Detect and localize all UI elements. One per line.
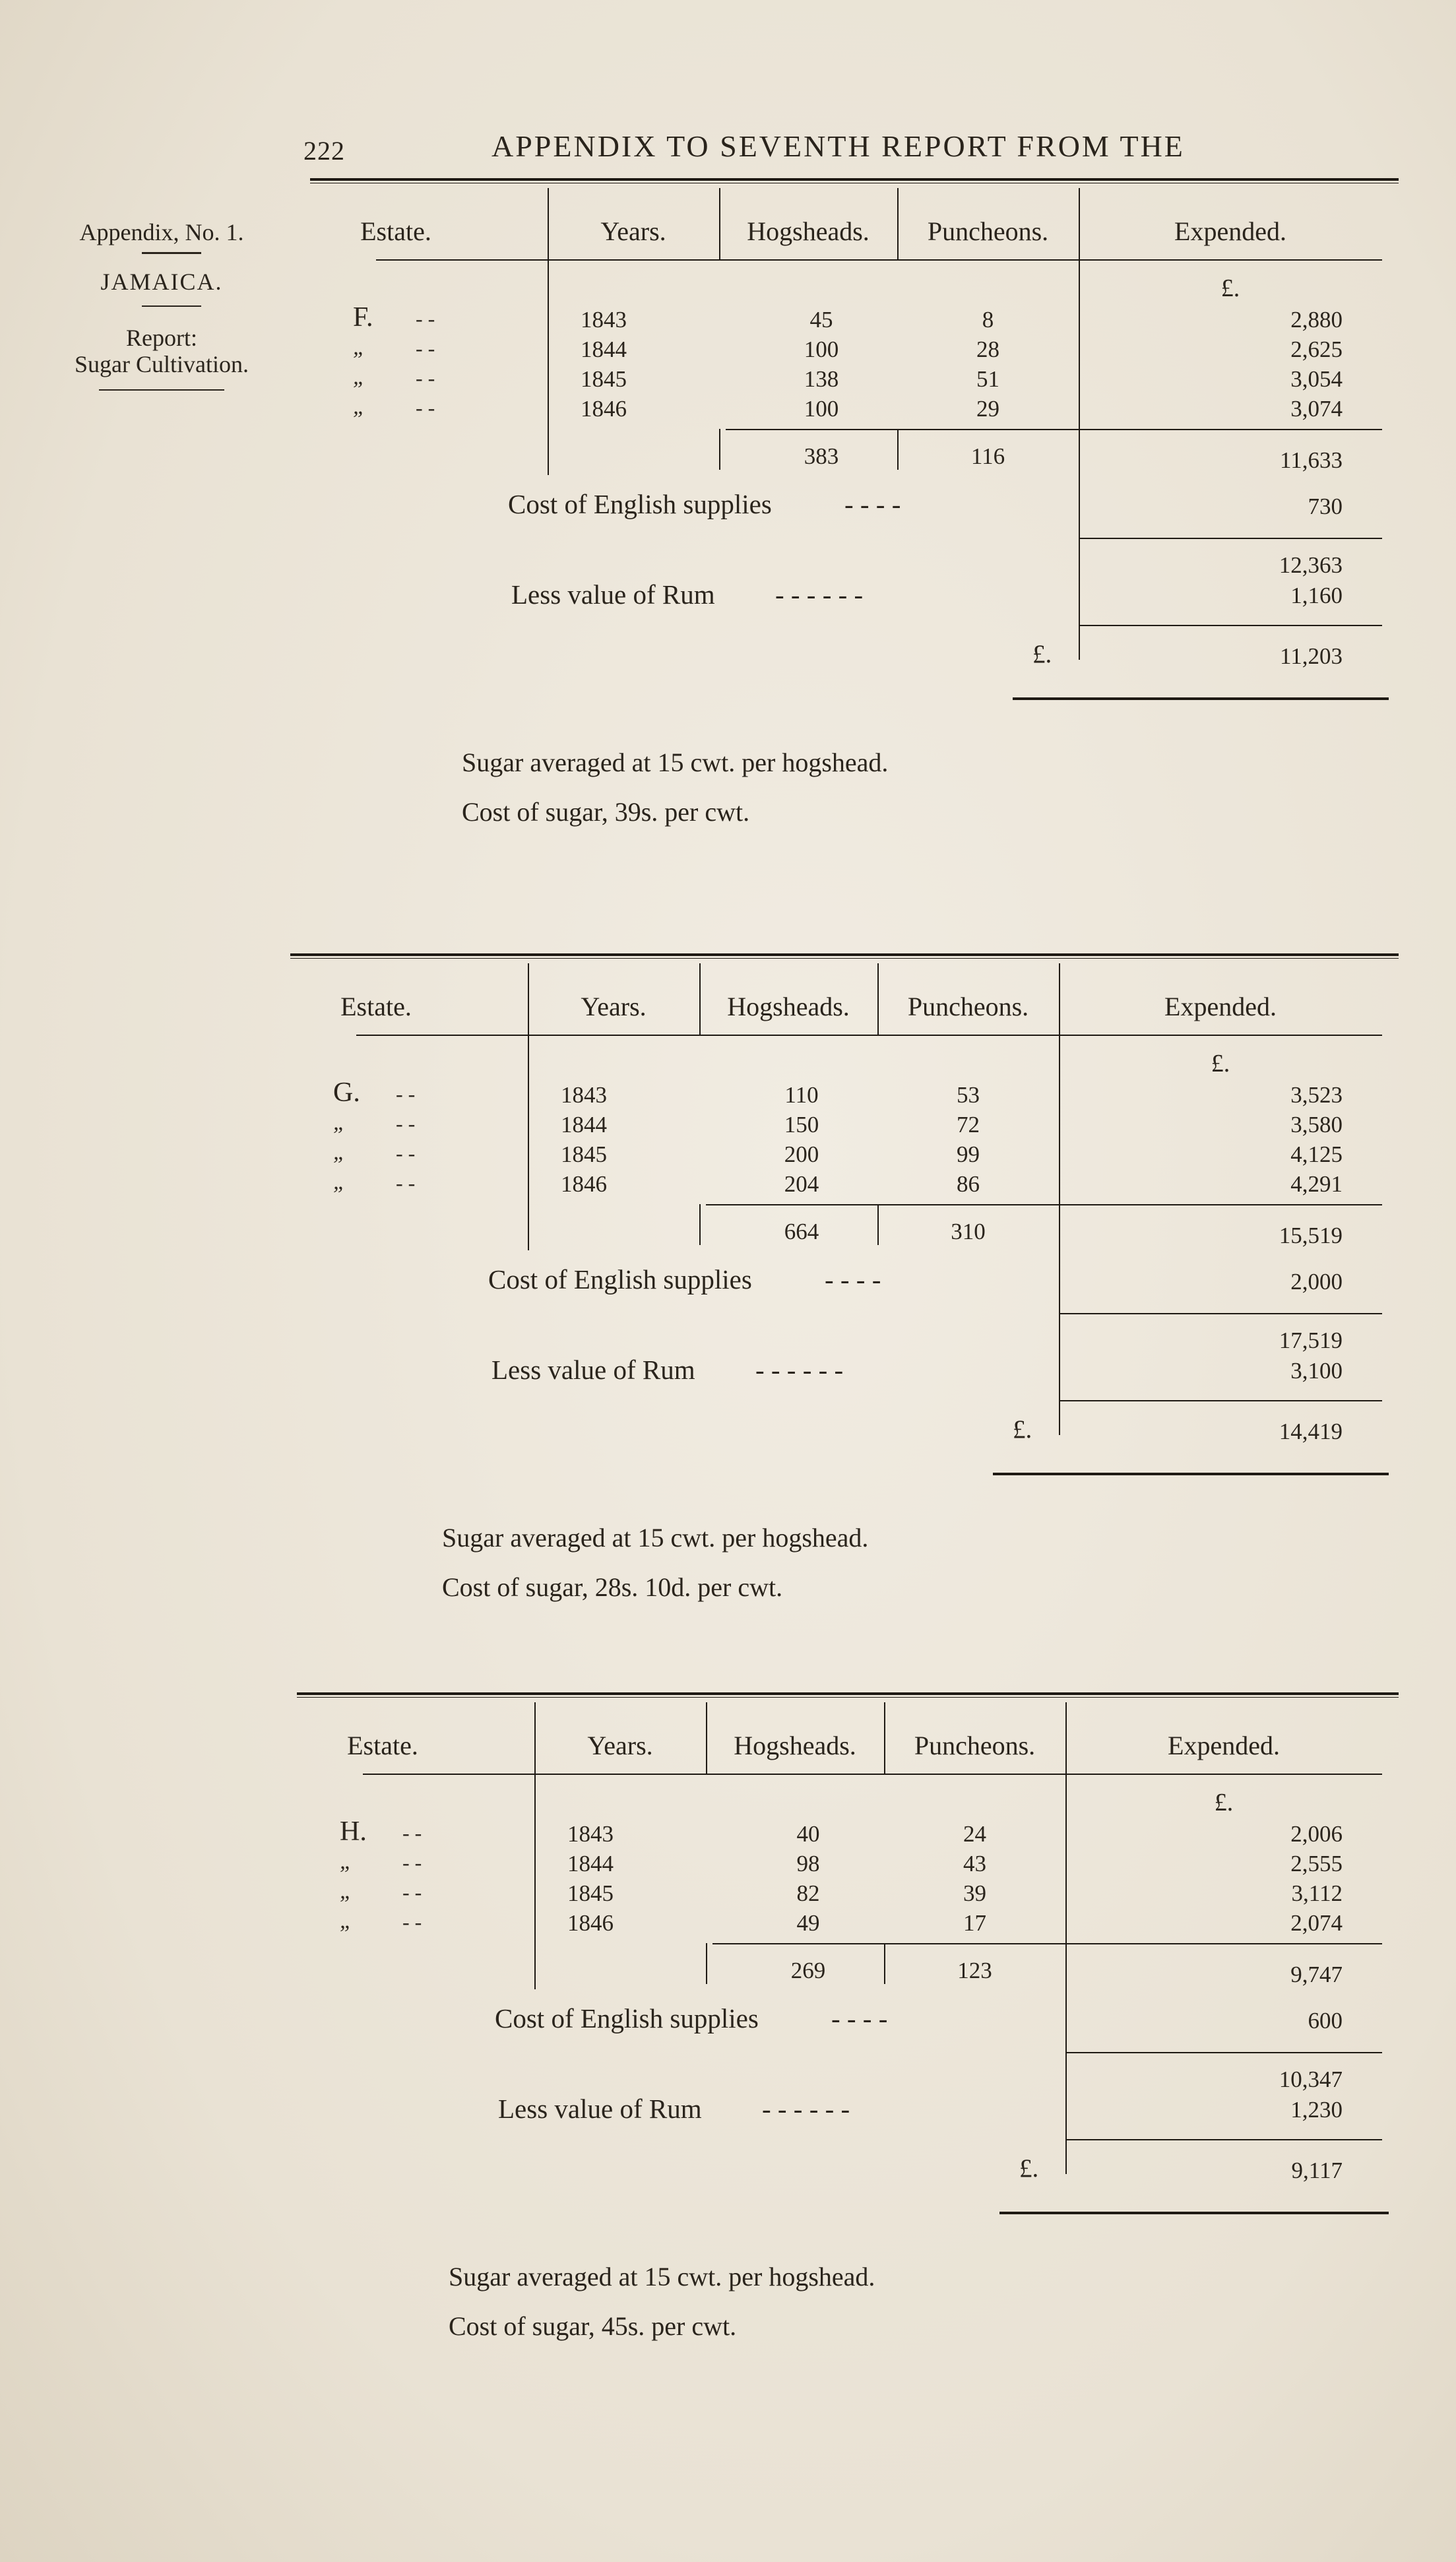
puncheons-cell: 17 bbox=[963, 1910, 986, 1936]
net-double-rule bbox=[1013, 697, 1389, 700]
column-header-puncheons: Puncheons. bbox=[914, 1731, 1036, 1760]
puncheons-cell: 29 bbox=[976, 396, 999, 422]
table-top-rule-thin bbox=[290, 958, 1399, 959]
puncheons-cell: 99 bbox=[957, 1141, 980, 1167]
header-divider bbox=[534, 1702, 536, 1774]
sidenote-rule bbox=[99, 389, 224, 391]
row-dashes: - - bbox=[396, 1082, 416, 1106]
puncheons-cell: 24 bbox=[963, 1821, 986, 1847]
column-header-hogsheads: Hogsheads. bbox=[727, 992, 850, 1021]
puncheons-cell: 39 bbox=[963, 1880, 986, 1906]
total-puncheons: 310 bbox=[951, 1219, 986, 1244]
year-cell: 1844 bbox=[561, 1112, 607, 1137]
puncheons-cell: 51 bbox=[976, 366, 999, 392]
sidenote-subject: Sugar Cultivation. bbox=[75, 351, 249, 377]
header-divider bbox=[1065, 1702, 1067, 1774]
year-cell: 1845 bbox=[567, 1880, 614, 1906]
puncheons-cell: 72 bbox=[957, 1112, 980, 1137]
totals-divider bbox=[719, 429, 720, 470]
expended-cell: 2,625 bbox=[1290, 336, 1343, 362]
expended-cell: 2,006 bbox=[1290, 1821, 1343, 1847]
rum-value: 1,230 bbox=[1290, 2097, 1343, 2123]
estate-letter: G. bbox=[333, 1077, 360, 1108]
ditto-mark: „ bbox=[353, 335, 365, 360]
expended-cell: 3,112 bbox=[1291, 1880, 1343, 1906]
column-header-years: Years. bbox=[600, 216, 666, 246]
total-hogsheads: 269 bbox=[790, 1958, 826, 1983]
note-cost: Cost of sugar, 28s. 10d. per cwt. bbox=[442, 1572, 783, 1602]
table-top-rule-thin bbox=[297, 1697, 1399, 1698]
totals-rule bbox=[712, 1943, 1065, 1944]
currency-mark: £. bbox=[1220, 274, 1240, 302]
expended-cell: 3,074 bbox=[1290, 396, 1343, 422]
ditto-mark: „ bbox=[340, 1909, 352, 1933]
ditto-mark: „ bbox=[333, 1110, 346, 1135]
column-header-puncheons: Puncheons. bbox=[907, 992, 1029, 1021]
subtotal-rule bbox=[1079, 538, 1382, 539]
ditto-mark: „ bbox=[333, 1170, 346, 1194]
ditto-mark: „ bbox=[333, 1140, 346, 1165]
net-double-rule bbox=[993, 1473, 1389, 1475]
column-header-years: Years. bbox=[581, 992, 647, 1021]
header-divider bbox=[699, 963, 701, 1035]
expended-cell: 4,291 bbox=[1290, 1171, 1343, 1197]
rum-label: Less value of Rum bbox=[498, 2094, 702, 2124]
hogsheads-cell: 49 bbox=[796, 1910, 820, 1936]
column-header-hogsheads: Hogsheads. bbox=[734, 1731, 856, 1760]
note-cost: Cost of sugar, 45s. per cwt. bbox=[449, 2311, 737, 2341]
row-dashes: - - bbox=[396, 1171, 416, 1195]
body-divider bbox=[528, 1035, 529, 1250]
ditto-mark: „ bbox=[340, 1849, 352, 1874]
leader-dashes: - - - - bbox=[831, 2003, 888, 2034]
english-supplies-value: 730 bbox=[1308, 494, 1343, 519]
net-rule bbox=[1059, 1400, 1382, 1401]
subtotal-value: 12,363 bbox=[1279, 552, 1343, 578]
subtotal-rule bbox=[1059, 1313, 1382, 1314]
rum-label: Less value of Rum bbox=[511, 579, 715, 610]
english-supplies-label: Cost of English supplies bbox=[488, 1264, 752, 1295]
totals-rule bbox=[1059, 1204, 1382, 1205]
hogsheads-cell: 204 bbox=[784, 1171, 819, 1197]
english-supplies-value: 2,000 bbox=[1290, 1269, 1343, 1295]
expended-cell: 2,880 bbox=[1290, 307, 1343, 333]
expended-cell: 3,580 bbox=[1290, 1112, 1343, 1137]
expended-cell: 4,125 bbox=[1290, 1141, 1343, 1167]
hogsheads-cell: 110 bbox=[784, 1082, 819, 1108]
total-expended: 15,519 bbox=[1279, 1223, 1343, 1248]
column-header-puncheons: Puncheons. bbox=[927, 216, 1049, 246]
table-top-rule bbox=[290, 953, 1399, 956]
column-header-years: Years. bbox=[587, 1731, 653, 1760]
header-rule bbox=[356, 1035, 1382, 1036]
header-divider bbox=[528, 963, 529, 1035]
hogsheads-cell: 100 bbox=[804, 396, 839, 422]
hogsheads-cell: 40 bbox=[796, 1821, 820, 1847]
puncheons-cell: 8 bbox=[982, 307, 994, 333]
net-rule bbox=[1065, 2139, 1382, 2140]
puncheons-cell: 43 bbox=[963, 1851, 986, 1876]
header-rule bbox=[363, 1774, 1382, 1775]
net-value: 14,419 bbox=[1279, 1419, 1343, 1444]
ditto-mark: „ bbox=[353, 365, 365, 389]
row-dashes: - - bbox=[396, 1112, 416, 1136]
note-cost: Cost of sugar, 39s. per cwt. bbox=[462, 797, 750, 827]
sidenote-rule bbox=[142, 252, 201, 254]
header-divider bbox=[884, 1702, 885, 1774]
leader-dashes: - - - - - - bbox=[755, 1355, 844, 1385]
english-supplies-label: Cost of English supplies bbox=[495, 2003, 759, 2034]
year-cell: 1845 bbox=[581, 366, 627, 392]
running-head: APPENDIX TO SEVENTH REPORT FROM THE bbox=[491, 129, 1185, 163]
puncheons-cell: 28 bbox=[976, 336, 999, 362]
subtotal-rule bbox=[1065, 2052, 1382, 2053]
row-dashes: - - bbox=[402, 1910, 422, 1934]
totals-rule bbox=[1079, 429, 1382, 430]
rum-value: 3,100 bbox=[1290, 1358, 1343, 1384]
leader-dashes: - - - - - - bbox=[775, 579, 864, 610]
column-header-expended: Expended. bbox=[1174, 216, 1286, 246]
expended-cell: 2,074 bbox=[1290, 1910, 1343, 1936]
hogsheads-cell: 82 bbox=[796, 1880, 820, 1906]
header-divider bbox=[1059, 963, 1060, 1035]
estate-letter: F. bbox=[353, 302, 373, 333]
total-expended: 9,747 bbox=[1290, 1962, 1343, 1987]
note-averaged: Sugar averaged at 15 cwt. per hogshead. bbox=[442, 1523, 869, 1553]
row-dashes: - - bbox=[402, 1880, 422, 1904]
column-header-expended: Expended. bbox=[1168, 1731, 1280, 1760]
sidenote-appendix: Appendix, No. 1. bbox=[79, 219, 244, 245]
totals-divider bbox=[699, 1204, 701, 1245]
table-top-rule bbox=[297, 1692, 1399, 1695]
total-puncheons: 116 bbox=[970, 443, 1005, 469]
ditto-mark: „ bbox=[353, 395, 365, 419]
net-currency: £. bbox=[1013, 1415, 1032, 1444]
subtotal-value: 10,347 bbox=[1279, 2066, 1343, 2092]
totals-divider bbox=[897, 429, 899, 470]
sidenote-rule bbox=[142, 305, 201, 307]
header-divider bbox=[706, 1702, 707, 1774]
puncheons-cell: 53 bbox=[957, 1082, 980, 1108]
year-cell: 1846 bbox=[561, 1171, 607, 1197]
note-averaged: Sugar averaged at 15 cwt. per hogshead. bbox=[449, 2262, 875, 2291]
total-hogsheads: 383 bbox=[804, 443, 839, 469]
expended-cell: 3,523 bbox=[1290, 1082, 1343, 1108]
ditto-mark: „ bbox=[340, 1879, 352, 1904]
note-averaged: Sugar averaged at 15 cwt. per hogshead. bbox=[462, 748, 889, 777]
year-cell: 1846 bbox=[581, 396, 627, 422]
rum-label: Less value of Rum bbox=[491, 1355, 695, 1385]
hogsheads-cell: 150 bbox=[784, 1112, 819, 1137]
year-cell: 1843 bbox=[567, 1821, 614, 1847]
table-top-rule bbox=[310, 178, 1399, 181]
estate-letter: H. bbox=[340, 1816, 367, 1847]
subtotal-value: 17,519 bbox=[1279, 1328, 1343, 1353]
totals-divider bbox=[877, 1204, 879, 1245]
page-number: 222 bbox=[303, 136, 345, 166]
english-supplies-label: Cost of English supplies bbox=[508, 489, 772, 519]
puncheons-cell: 86 bbox=[957, 1171, 980, 1197]
column-header-hogsheads: Hogsheads. bbox=[747, 216, 870, 246]
header-divider bbox=[1079, 188, 1080, 259]
sidenote-jamaica: JAMAICA. bbox=[100, 269, 223, 295]
header-divider bbox=[897, 188, 899, 259]
body-divider bbox=[548, 259, 549, 475]
total-hogsheads: 664 bbox=[784, 1219, 819, 1244]
row-dashes: - - bbox=[402, 1821, 422, 1845]
currency-mark: £. bbox=[1214, 1789, 1234, 1816]
totals-divider bbox=[884, 1943, 885, 1984]
english-supplies-value: 600 bbox=[1308, 2008, 1343, 2034]
expended-cell: 3,054 bbox=[1290, 366, 1343, 392]
column-header-estate: Estate. bbox=[340, 992, 412, 1021]
year-cell: 1845 bbox=[561, 1141, 607, 1167]
row-dashes: - - bbox=[402, 1851, 422, 1874]
column-header-estate: Estate. bbox=[360, 216, 431, 246]
row-dashes: - - bbox=[416, 307, 435, 331]
row-dashes: - - bbox=[396, 1141, 416, 1165]
header-divider bbox=[719, 188, 720, 259]
total-expended: 11,633 bbox=[1280, 447, 1343, 473]
year-cell: 1843 bbox=[581, 307, 627, 333]
net-currency: £. bbox=[1032, 640, 1052, 668]
currency-mark: £. bbox=[1211, 1050, 1230, 1077]
year-cell: 1844 bbox=[567, 1851, 614, 1876]
column-header-expended: Expended. bbox=[1164, 992, 1277, 1021]
hogsheads-cell: 98 bbox=[796, 1851, 820, 1876]
header-rule bbox=[376, 259, 1382, 261]
net-rule bbox=[1079, 625, 1382, 626]
hogsheads-cell: 100 bbox=[804, 336, 839, 362]
hogsheads-cell: 45 bbox=[809, 307, 833, 333]
hogsheads-cell: 138 bbox=[804, 366, 839, 392]
totals-divider bbox=[706, 1943, 707, 1984]
total-puncheons: 123 bbox=[957, 1958, 992, 1983]
header-divider bbox=[548, 188, 549, 259]
totals-rule bbox=[1065, 1943, 1382, 1944]
totals-rule bbox=[706, 1204, 1059, 1205]
expended-cell: 2,555 bbox=[1290, 1851, 1343, 1876]
totals-rule bbox=[726, 429, 1079, 430]
year-cell: 1844 bbox=[581, 336, 627, 362]
net-value: 11,203 bbox=[1280, 643, 1343, 669]
header-divider bbox=[877, 963, 879, 1035]
net-currency: £. bbox=[1019, 2154, 1039, 2183]
leader-dashes: - - - - - - bbox=[762, 2094, 850, 2124]
sidenote-report: Report: bbox=[126, 325, 197, 351]
leader-dashes: - - - - bbox=[844, 489, 901, 519]
net-double-rule bbox=[999, 2212, 1389, 2214]
row-dashes: - - bbox=[416, 366, 435, 390]
column-header-estate: Estate. bbox=[347, 1731, 418, 1760]
row-dashes: - - bbox=[416, 396, 435, 420]
hogsheads-cell: 200 bbox=[784, 1141, 819, 1167]
year-cell: 1846 bbox=[567, 1910, 614, 1936]
rum-value: 1,160 bbox=[1290, 583, 1343, 608]
body-divider bbox=[534, 1774, 536, 1989]
year-cell: 1843 bbox=[561, 1082, 607, 1108]
leader-dashes: - - - - bbox=[825, 1264, 881, 1295]
row-dashes: - - bbox=[416, 336, 435, 360]
net-value: 9,117 bbox=[1291, 2158, 1343, 2183]
